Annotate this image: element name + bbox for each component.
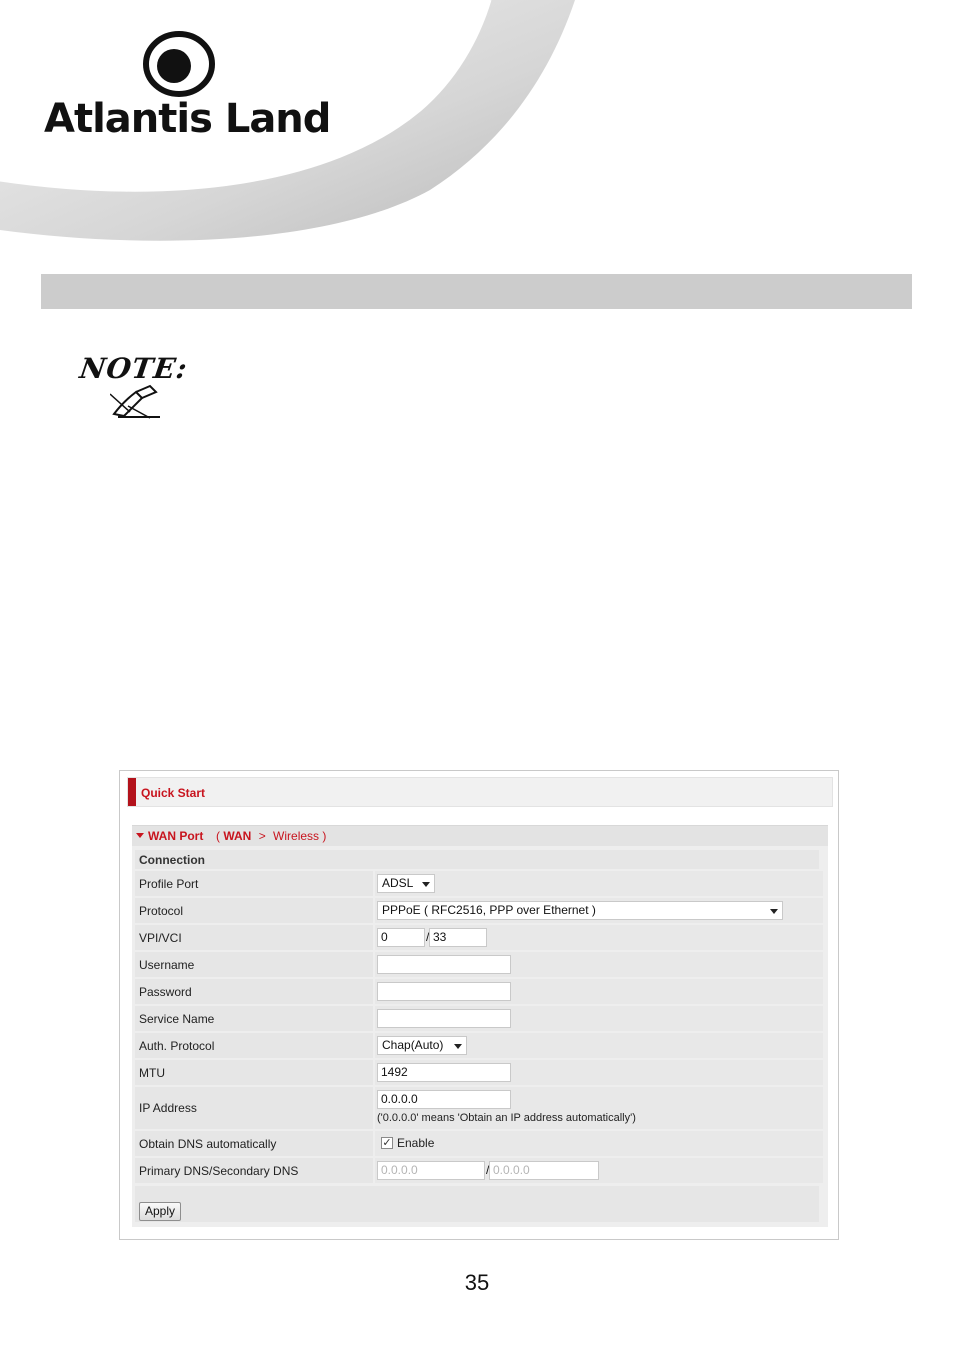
breadcrumb-wan[interactable]: WAN <box>223 829 252 843</box>
ip-address-hint: ('0.0.0.0' means 'Obtain an IP address automatically') <box>377 1112 636 1124</box>
auth-protocol-select[interactable] <box>377 1036 467 1055</box>
apply-row <box>135 1186 819 1222</box>
router-config-panel <box>119 770 839 1240</box>
wan-port-title: WAN Port <box>148 829 204 843</box>
password-label: Password <box>135 979 373 1004</box>
quick-start-accent <box>128 778 136 806</box>
protocol-row <box>135 898 825 923</box>
username-label: Username <box>135 952 373 977</box>
protocol-value: PPPoE ( RFC2516, PPP over Ethernet ) <box>382 903 596 917</box>
password-row <box>135 979 825 1004</box>
breadcrumb-open: ( <box>216 829 220 843</box>
connection-heading-row <box>135 850 819 869</box>
profile-port-select[interactable] <box>377 874 435 893</box>
connection-heading: Connection <box>139 853 205 867</box>
ip-address-row <box>135 1087 825 1129</box>
protocol-select[interactable] <box>377 901 783 920</box>
primary-dns-input[interactable]: 0.0.0.0 <box>377 1161 485 1180</box>
auth-protocol-row <box>135 1033 825 1058</box>
breadcrumb-close: ) <box>322 829 327 843</box>
dns-label: Primary DNS/Secondary DNS <box>135 1158 373 1183</box>
service-name-cell <box>375 1006 823 1031</box>
vpi-vci-row <box>135 925 825 950</box>
vpi-vci-label: VPI/VCI <box>135 925 373 950</box>
service-name-row <box>135 1006 825 1031</box>
dns-row <box>135 1158 825 1183</box>
profile-port-label: Profile Port <box>135 871 373 896</box>
profile-port-cell <box>375 871 823 896</box>
password-input[interactable] <box>377 982 511 1001</box>
username-row <box>135 952 825 977</box>
breadcrumb-wireless[interactable]: Wireless <box>273 829 320 843</box>
page-number: 35 <box>464 1270 490 1295</box>
service-name-label: Service Name <box>135 1006 373 1031</box>
brand-logo-text: Atlantis Land <box>44 96 331 142</box>
obtain-dns-checkbox[interactable]: ✓ <box>382 1137 392 1149</box>
ip-address-label: IP Address <box>135 1087 373 1129</box>
auth-protocol-value: Chap(Auto) <box>382 1038 444 1052</box>
vpi-vci-cell <box>375 925 823 950</box>
vci-input[interactable]: 33 <box>429 928 487 947</box>
ip-address-input[interactable]: 0.0.0.0 <box>377 1090 511 1109</box>
atlantis-logo-icon <box>142 30 216 98</box>
wan-port-header[interactable] <box>132 826 828 846</box>
auth-protocol-label: Auth. Protocol <box>135 1033 373 1058</box>
protocol-cell <box>375 898 823 923</box>
obtain-dns-cell <box>375 1131 823 1156</box>
apply-button[interactable]: Apply <box>139 1202 181 1221</box>
ip-address-cell <box>375 1087 823 1129</box>
vpi-input[interactable]: 0 <box>377 928 425 947</box>
profile-port-row <box>135 871 825 896</box>
dns-cell <box>375 1158 823 1183</box>
writing-hand-icon <box>110 384 164 420</box>
dropdown-caret-icon <box>422 882 430 887</box>
service-name-input[interactable] <box>377 1009 511 1028</box>
mtu-label: MTU <box>135 1060 373 1085</box>
username-cell <box>375 952 823 977</box>
dropdown-caret-icon <box>454 1044 462 1049</box>
vpi-vci-separator: / <box>426 930 430 944</box>
mtu-cell <box>375 1060 823 1085</box>
wan-breadcrumb <box>216 829 326 843</box>
obtain-dns-label: Obtain DNS automatically <box>135 1131 373 1156</box>
dropdown-caret-icon <box>770 909 778 914</box>
auth-protocol-cell <box>375 1033 823 1058</box>
password-cell <box>375 979 823 1004</box>
username-input[interactable] <box>377 955 511 974</box>
obtain-dns-row <box>135 1131 825 1156</box>
obtain-dns-enable-label: Enable <box>397 1136 435 1150</box>
protocol-label: Protocol <box>135 898 373 923</box>
mtu-input[interactable]: 1492 <box>377 1063 511 1082</box>
collapse-arrow-icon[interactable] <box>136 833 144 838</box>
section-title-bar <box>41 274 912 309</box>
quick-start-title: Quick Start <box>141 786 206 800</box>
secondary-dns-input[interactable]: 0.0.0.0 <box>489 1161 599 1180</box>
note-label: NOTE: <box>77 352 190 385</box>
dns-separator: / <box>486 1163 490 1177</box>
quick-start-header <box>127 777 833 807</box>
breadcrumb-separator: > <box>258 829 266 843</box>
profile-port-value: ADSL <box>382 876 414 890</box>
mtu-row <box>135 1060 825 1085</box>
wan-port-section <box>132 825 828 1227</box>
